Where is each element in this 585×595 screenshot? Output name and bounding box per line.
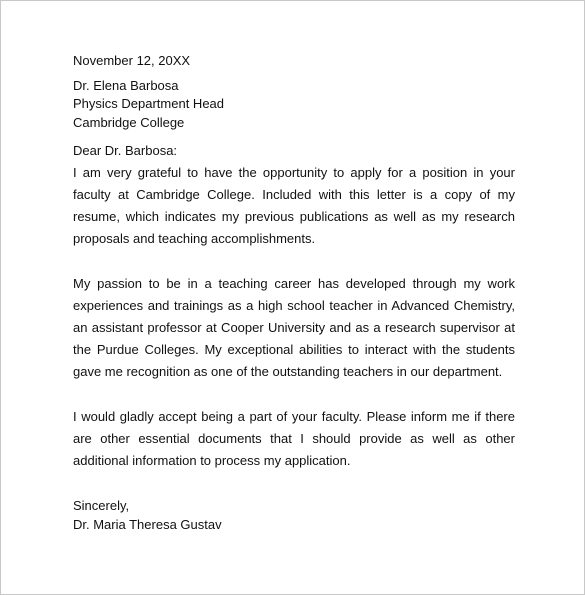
signature-name: Dr. Maria Theresa Gustav (73, 516, 222, 532)
recipient-name: Dr. Elena Barbosa (73, 77, 179, 93)
salutation: Dear Dr. Barbosa: (73, 143, 178, 158)
paragraph-intro: I am very grateful to have the opportunity to apply for a position in your faculty at Cambridge College. Included with this letter is a copy of my resume, which indicates my previous publications as well as my research proposals and teaching accomplishments. (73, 164, 515, 246)
recipient-title: Physics Department Head (73, 96, 225, 111)
closing-block (73, 496, 515, 534)
closing-phrase: Sincerely, (73, 497, 130, 513)
letter-date: November 12, 20XX (73, 53, 191, 68)
paragraph-request: I would gladly accept being a part of your faculty. Please inform me if there are other essential documents that I should provide as well as other additional information to process my application. (73, 408, 515, 468)
paragraph-experience: My passion to be in a teaching career has developed through my work experiences and trainings as a high school teacher in Advanced Chemistry, an assistant professor at Cooper University and as a research supervisor at the Purdue Colleges. My exceptional abilities to interact with the students gave me recognition as one of the outstanding teachers in our department. (73, 275, 515, 379)
recipient-block (73, 77, 515, 133)
recipient-institution: Cambridge College (73, 114, 185, 130)
cover-letter (73, 52, 515, 534)
